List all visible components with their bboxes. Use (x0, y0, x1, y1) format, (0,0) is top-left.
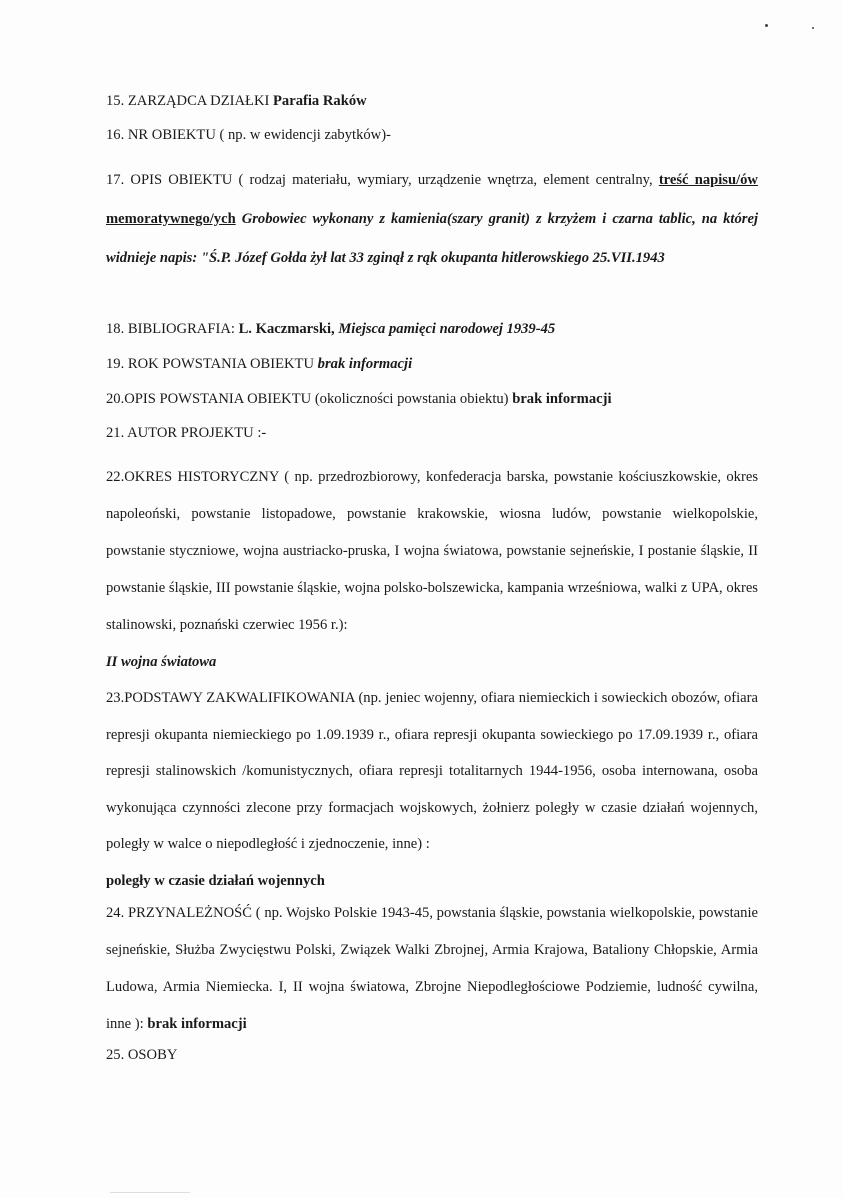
item-22-label: 22.OKRES HISTORYCZNY ( np. przedrozbiorowy, konfederacja barska, powstanie kościuszkowskie, okres napoleoński, powstanie listopadowe, powstanie krakowskie, wiosna ludów, powstanie wielkopolskie, powstanie styczniowe, wojna austriacko-pruska, I wojna światowa, powstanie sejneńskie, I postanie śląskie, II powstanie śląskie, III powstanie śląskie, wojna polsko-bolszewicka, kampania wrześniowa, walki z UPA, okres stalinowski, poznański czerwiec 1956 r.): (106, 469, 758, 633)
scan-edge-mark (110, 1192, 190, 1193)
scan-speck (812, 27, 814, 29)
item-17 (106, 161, 758, 278)
item-16-label: 16. NR OBIEKTU ( np. w ewidencji zabytków)- (106, 127, 391, 143)
item-19 (106, 356, 758, 373)
item-19-label: 19. ROK POWSTANIA OBIEKTU (106, 356, 315, 372)
item-17-label: 17. OPIS OBIEKTU ( rodzaj materiału, wymiary, urządzenie wnętrza, element centralny, (106, 172, 653, 188)
item-18-title: Miejsca pamięci narodowej 1939-45 (338, 321, 556, 337)
item-17-value: Grobowiec wykonany z kamienia(szary granit) z krzyżem i czarna tablic, na której widnieje napis: "Ś.P. Józef Gołda żył lat 33 zginął z rąk okupanta hitlerowskiego 25.VII.1943 (106, 211, 758, 266)
item-23 (106, 680, 758, 899)
item-20-label: 20.OPIS POWSTANIA OBIEKTU (okoliczności powstania obiektu) (106, 391, 509, 407)
item-15-value: Parafia Raków (273, 93, 367, 109)
item-22-value: II wojna światowa (106, 654, 217, 670)
item-18 (106, 321, 758, 338)
item-21 (106, 425, 758, 442)
item-21-label: 21. AUTOR PROJEKTU :- (106, 425, 267, 441)
item-23-value: poległy w czasie działań wojennych (106, 872, 325, 889)
item-23-label: 23.PODSTAWY ZAKWALIFIKOWANIA (np. jeniec wojenny, ofiara niemieckich i sowieckich obozów, ofiara represji okupanta niemieckiego po 1.09.1939 r., ofiara represji okupanta sowieckiego po 17.09.1939 r., ofiara represji stalinowskich /komunistycznych, ofiara represji totalitarnych 1944-1956, osoba internowana, osoba wykonująca czynności zlecone przy formacjach wojskowych, żołnierz poległy w czasie działań wojennych, poległy w walce o niepodległość i zjednoczenie, inne) : (106, 690, 758, 852)
scan-speck (765, 24, 768, 27)
item-24 (106, 895, 758, 1043)
item-25-label: 25. OSOBY (106, 1047, 178, 1063)
item-22 (106, 459, 758, 681)
item-15-label: 15. ZARZĄDCA DZIAŁKI (106, 93, 270, 109)
item-15 (106, 93, 758, 110)
item-16 (106, 127, 758, 144)
item-24-label: 24. PRZYNALEŻNOŚĆ ( np. Wojsko Polskie 1943-45, powstania śląskie, powstania wielkopolskie, powstanie sejneńskie, Służba Zwycięstwu Polski, Związek Walki Zbrojnej, Armia Krajowa, Bataliony Chłopskie, Armia Ludowa, Armia Niemiecka. I, II wojna światowa, Zbrojne Niepodległościowe Podziemie, ludność cywilna, inne ): (106, 905, 758, 1032)
item-18-author: L. Kaczmarski, (238, 321, 335, 337)
item-19-value: brak informacji (317, 356, 413, 372)
item-17-label-underlined: treść napisu/ów memoratywnego/ych (106, 172, 758, 227)
item-25 (106, 1047, 758, 1064)
item-18-label: 18. BIBLIOGRAFIA: (106, 321, 235, 337)
item-20 (106, 391, 758, 408)
item-20-value: brak informacji (512, 391, 612, 407)
item-24-value: brak informacji (147, 1016, 247, 1032)
